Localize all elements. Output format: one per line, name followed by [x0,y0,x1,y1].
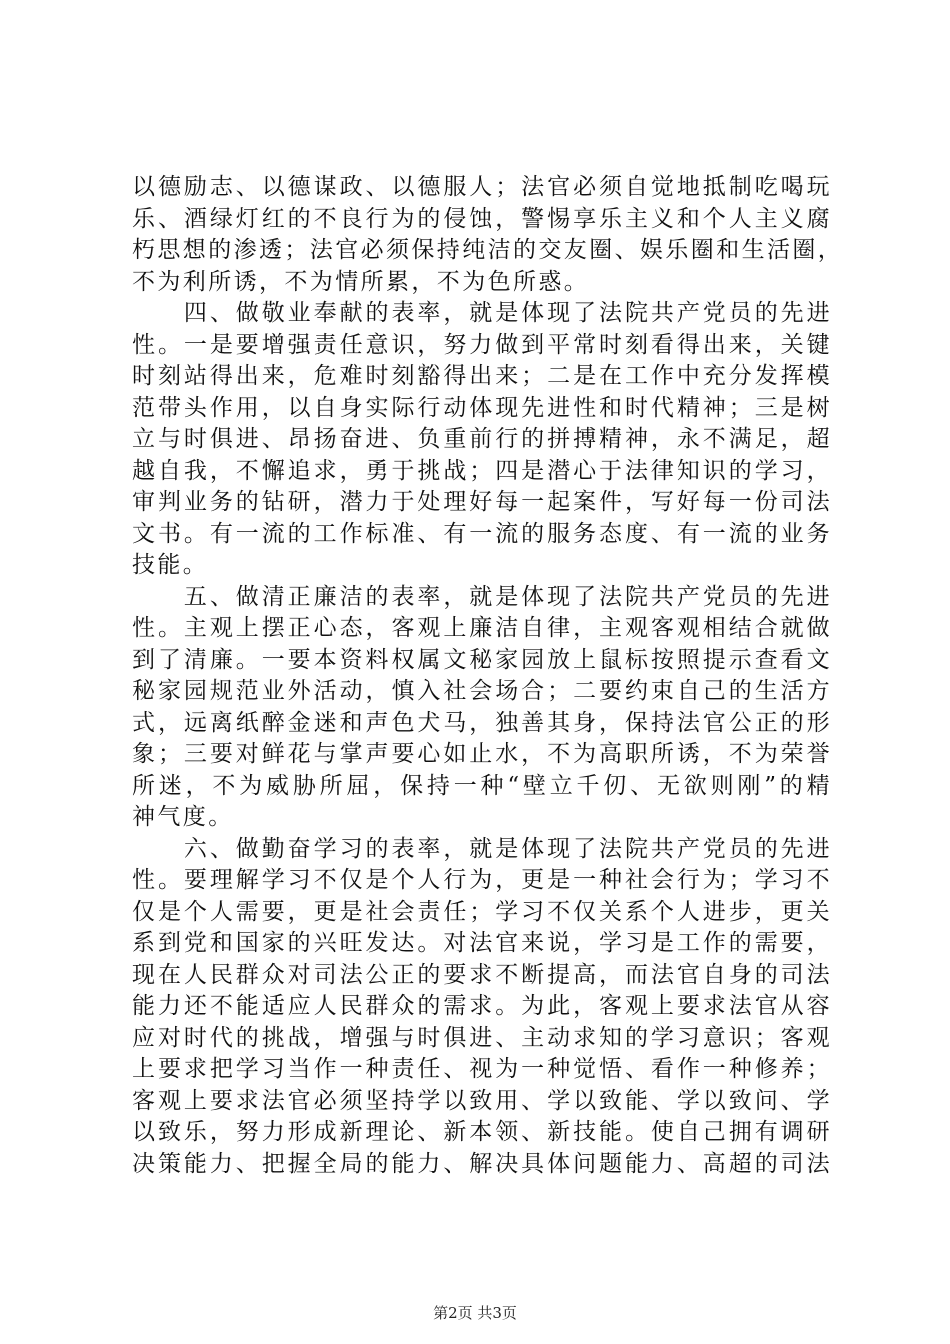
text-line: 系到党和国家的兴旺发达。对法官来说，学习是工作的需要， [132,930,832,956]
text-line: 到了清廉。一要本资料权属文秘家园放上鼠标按照提示查看文 [132,646,832,673]
text-line: 五、做清正廉洁的表率，就是体现了法院共产党员的先进 [132,583,832,610]
text-line: 范带头作用，以自身实际行动体现先进性和时代精神；三是树 [132,394,832,421]
text-line: 越自我，不懈追求，勇于挑战；四是潜心于法律知识的学习， [132,457,832,484]
text-line: 仅是个人需要，更是社会责任；学习不仅关系个人进步，更关 [132,898,832,925]
text-line: 朽思想的渗透；法官必须保持纯洁的交友圈、娱乐圈和生活圈， [132,237,844,263]
text-line: 以德励志、以德谋政、以德服人；法官必须自觉地抵制吃喝玩 [132,174,832,200]
text-line: 六、做勤奋学习的表率，就是体现了法院共产党员的先进 [132,835,832,862]
text-line: 四、做敬业奉献的表率，就是体现了法院共产党员的先进 [132,300,832,326]
text-line: 秘家园规范业外活动，慎入社会场合；二要约束自己的生活方 [132,678,832,704]
text-line: 立与时俱进、昂扬奋进、负重前行的拼搏精神，永不满足，超 [132,426,832,452]
text-line: 乐、酒绿灯红的不良行为的侵蚀，警惕享乐主义和个人主义腐 [132,205,832,232]
text-line: 现在人民群众对司法公正的要求不断提高，而法官自身的司法 [132,961,832,988]
text-line: 文书。有一流的工作标准、有一流的服务态度、有一流的业务 [132,520,832,547]
text-line: 上要求把学习当作一种责任、视为一种觉悟、看作一种修养； [132,1056,832,1082]
document-body [132,172,844,1180]
text-line: 性。一是要增强责任意识，努力做到平常时刻看得出来，关键 [132,331,832,358]
text-line: 象；三要对鲜花与掌声要心如止水，不为高职所诱，不为荣誉 [132,741,832,767]
text-line: 时刻站得出来，危难时刻豁得出来；二是在工作中充分发挥模 [132,363,832,389]
page-footer: 第2页 共3页 [433,1304,517,1322]
text-line: 技能。 [132,552,209,578]
text-line: 式，远离纸醉金迷和声色犬马，独善其身，保持法官公正的形 [132,709,832,736]
text-line: 性。主观上摆正心态，客观上廉洁自律，主观客观相结合就做 [132,615,832,641]
text-line: 应对时代的挑战，增强与时俱进、主动求知的学习意识；客观 [132,1024,832,1051]
text-line: 审判业务的钻研，潜力于处理好每一起案件，写好每一份司法 [132,489,832,515]
text-line: 不为利所诱，不为情所累，不为色所惑。 [132,268,590,295]
text-line: 客观上要求法官必须坚持学以致用、学以致能、学以致问、学 [132,1087,832,1114]
text-line: 决策能力、把握全局的能力、解决具体问题能力、高超的司法 [132,1150,832,1177]
text-line: 神气度。 [132,804,234,830]
text-line: 性。要理解学习不仅是个人行为，更是一种社会行为；学习不 [132,867,832,893]
text-line: 能力还不能适应人民群众的需求。为此，客观上要求法官从容 [132,993,832,1019]
text-line: 以致乐，努力形成新理论、新本领、新技能。使自己拥有调研 [132,1119,832,1145]
text-line: 所迷，不为威胁所屈，保持一种“壁立千仞、无欲则刚”的精 [132,772,832,799]
